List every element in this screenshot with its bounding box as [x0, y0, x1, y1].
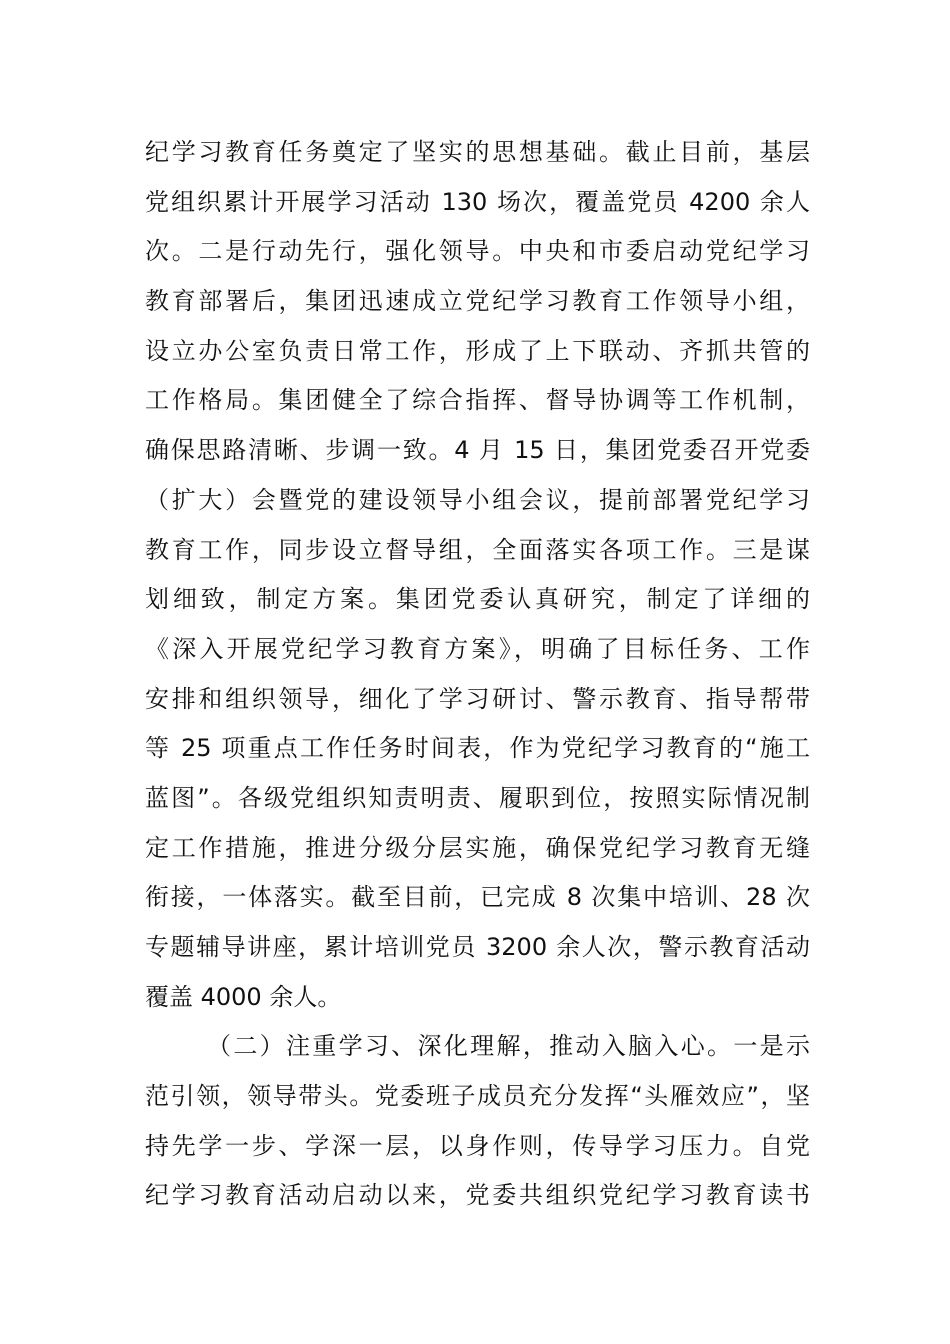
text-line: 确保思路清晰、步调一致。4 月 15 日，集团党委召开党委 [145, 436, 810, 465]
text-line: 等 25 项重点工作任务时间表，作为党纪学习教育的“施工 [145, 734, 810, 763]
text-line: 教育部署后，集团迅速成立党纪学习教育工作领导小组， [145, 287, 810, 316]
text-line: 次。二是行动先行，强化领导。中央和市委启动党纪学习 [145, 237, 810, 266]
text-line: 专题辅导讲座，累计培训党员 3200 余人次，警示教育活动 [145, 933, 810, 961]
text-line: 党组织累计开展学习活动 130 场次，覆盖党员 4200 余人 [145, 187, 810, 216]
text-line: 衔接，一体落实。截至目前，已完成 8 次集中培训、28 次 [145, 883, 810, 912]
text-line: 蓝图”。各级党组织知责明责、履职到位，按照实际情况制 [145, 783, 810, 812]
text-line: 持先学一步、学深一层，以身作则，传导学习压力。自党 [145, 1131, 810, 1160]
text-line-paragraph-end: 覆盖 4000 余人。 [145, 982, 342, 1011]
text-line: 工作格局。集团健全了综合指挥、督导协调等工作机制， [145, 386, 810, 415]
text-line: 设立办公室负责日常工作，形成了上下联动、齐抓共管的 [145, 336, 810, 365]
text-line: 纪学习教育任务奠定了坚实的思想基础。截止目前，基层 [145, 138, 810, 166]
text-line-paragraph-start: （二）注重学习、深化理解，推动入脑入心。一是示 [207, 1032, 810, 1061]
text-line: （扩大）会暨党的建设领导小组会议，提前部署党纪学习 [145, 485, 810, 514]
text-line: 教育工作，同步设立督导组，全面落实各项工作。三是谋 [145, 535, 810, 564]
text-line: 范引领，领导带头。党委班子成员充分发挥“头雁效应”，坚 [145, 1082, 810, 1111]
text-line: 《深入开展党纪学习教育方案》，明确了目标任务、工作 [145, 634, 810, 663]
body-text [145, 128, 810, 1221]
text-line: 纪学习教育活动启动以来，党委共组织党纪学习教育读书 [145, 1181, 810, 1210]
text-line: 安排和组织领导，细化了学习研讨、警示教育、指导帮带 [145, 684, 810, 713]
text-line: 划细致，制定方案。集团党委认真研究，制定了详细的 [145, 585, 810, 614]
text-line: 定工作措施，推进分级分层实施，确保党纪学习教育无缝 [145, 833, 810, 862]
